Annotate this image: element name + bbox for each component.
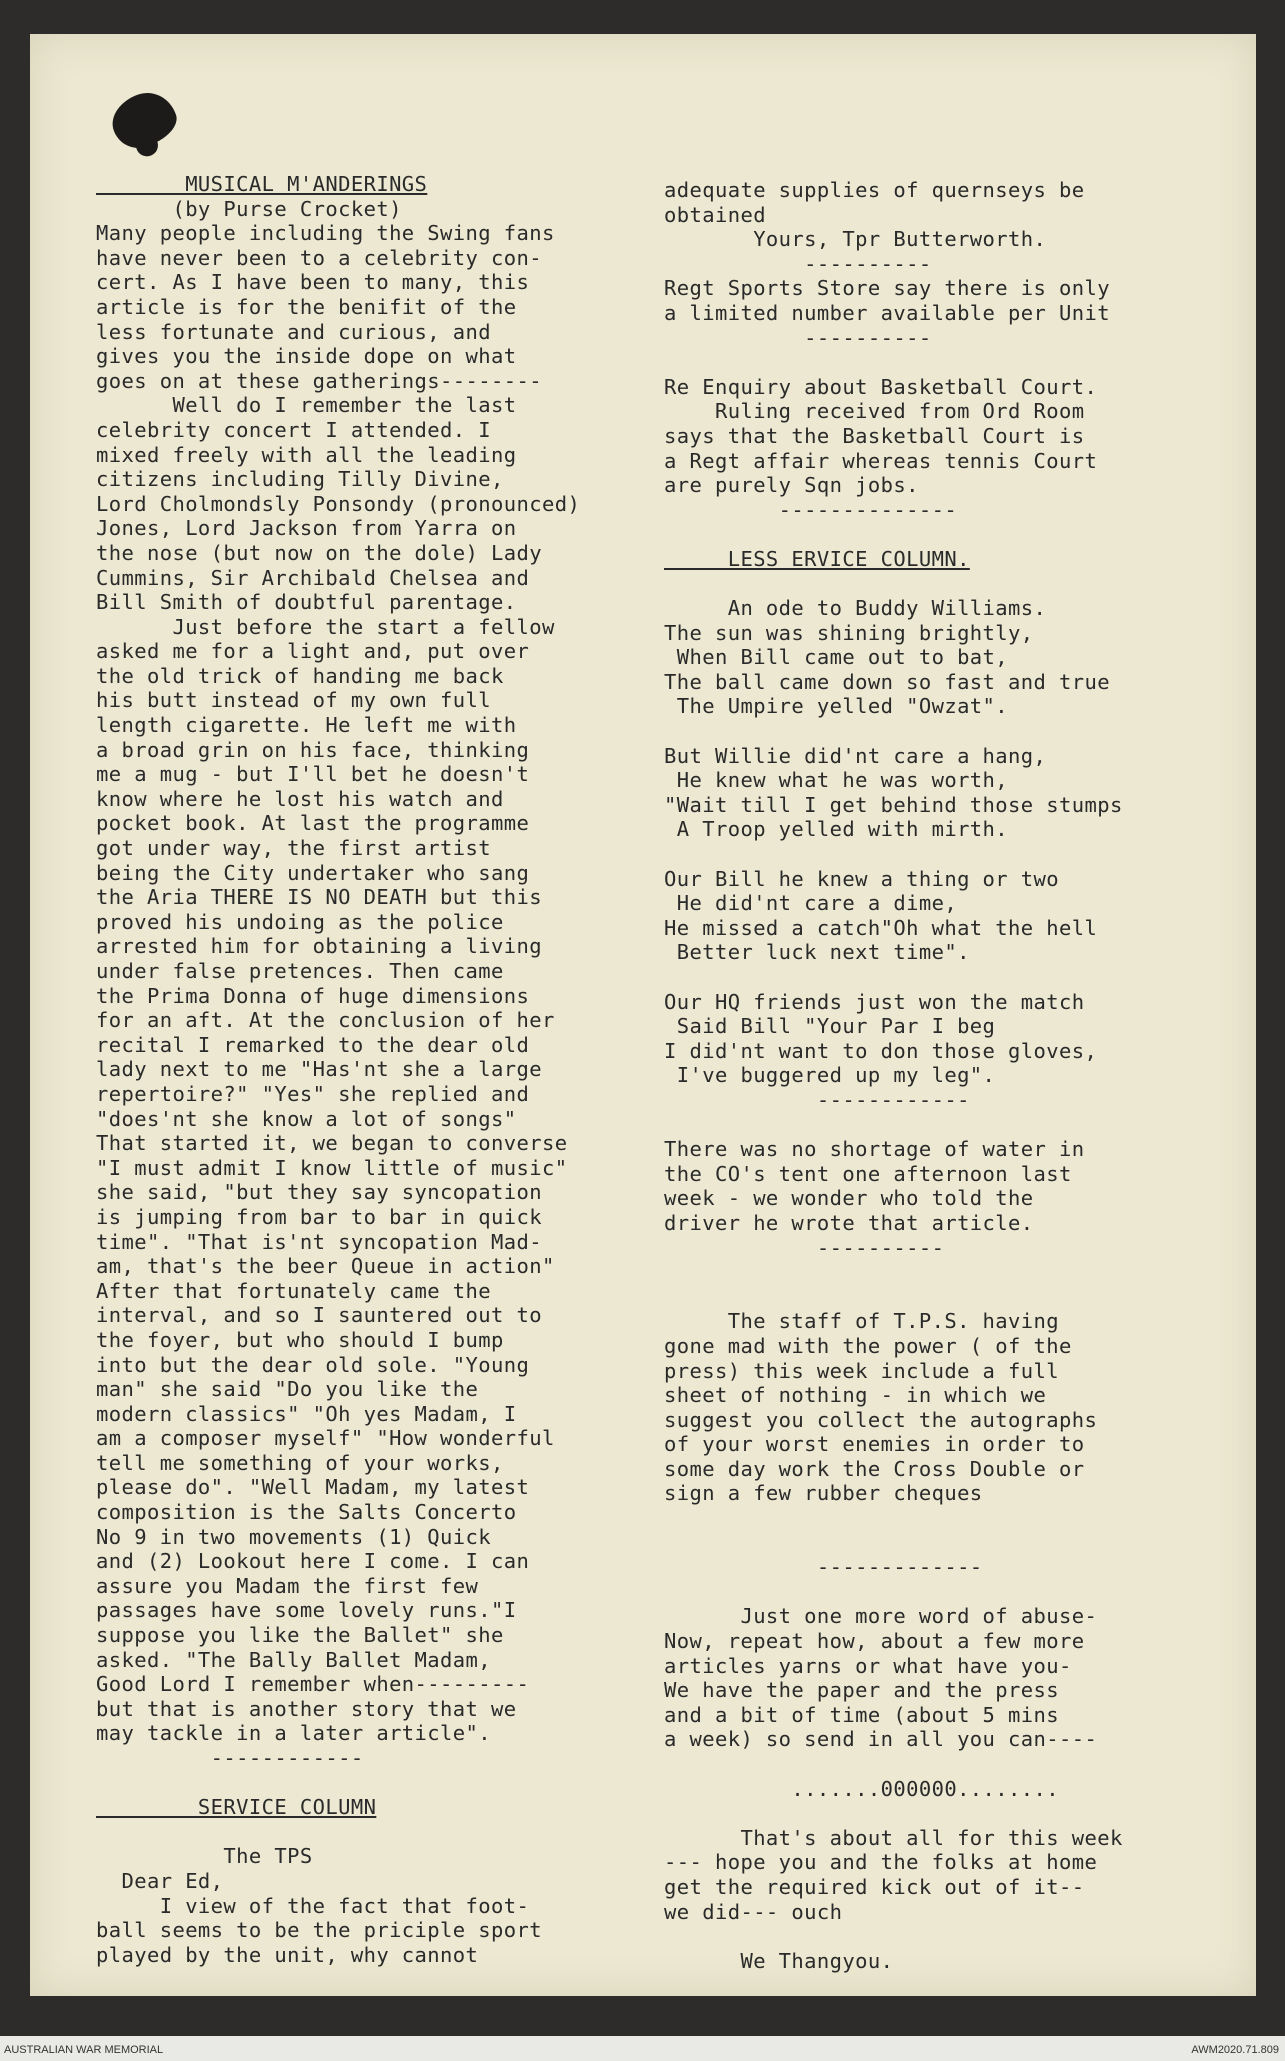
- left-column-line: goes on at these gatherings--------: [96, 368, 542, 393]
- left-column-line: but that is another story that we: [96, 1696, 517, 1721]
- left-column-line: me a mug - but I'll bet he doesn't: [96, 762, 530, 787]
- left-column-line: Many people including the Swing fans: [96, 221, 555, 246]
- left-column-line: she said, "but they say syncopation: [96, 1180, 542, 1205]
- right-column-line: Yours, Tpr Butterworth.: [664, 227, 1047, 252]
- right-column: [664, 178, 1224, 1973]
- right-column-line: The sun was shining brightly,: [664, 620, 1034, 645]
- left-column-line: celebrity concert I attended. I: [96, 417, 492, 442]
- left-column-line: under false pretences. Then came: [96, 959, 504, 983]
- right-column-line: [664, 1113, 1224, 1138]
- left-column-line: am a composer myself" "How wonderful: [96, 1426, 555, 1451]
- left-column-line: passages have some lovely runs."I: [96, 1598, 517, 1623]
- right-column-line: [664, 1531, 1224, 1556]
- left-column-line: The TPS: [96, 1844, 313, 1869]
- right-column-line: get the required kick out of it--: [664, 1874, 1085, 1899]
- right-column-line: Just one more word of abuse-: [664, 1604, 1098, 1629]
- left-column-line: asked. "The Bally Ballet Madam,: [96, 1647, 492, 1672]
- right-column-line: --------------: [664, 497, 958, 522]
- right-column-line: week - we wonder who told the: [664, 1186, 1034, 1211]
- right-column-line: ----------: [664, 325, 932, 350]
- left-column-line: a broad grin on his face, thinking: [96, 737, 530, 762]
- left-column-line: tell me something of your works,: [96, 1450, 504, 1475]
- right-column-line: sign a few rubber cheques: [664, 1481, 983, 1506]
- right-column-line: [664, 522, 1224, 547]
- left-column-line: repertoire?" "Yes" she replied and: [96, 1081, 530, 1106]
- right-column-line: [664, 965, 1224, 990]
- right-column-line: --- hope you and the folks at home: [664, 1850, 1098, 1875]
- right-column-line: and a bit of time (about 5 mins: [664, 1702, 1060, 1727]
- right-column-line: articles yarns or what have you-: [664, 1653, 1072, 1678]
- right-column-line: the CO's tent one afternoon last: [664, 1161, 1072, 1186]
- left-column-line: am, that's the beer Queue in action": [96, 1254, 555, 1279]
- left-column-line: No 9 in two movements (1) Quick: [96, 1524, 492, 1549]
- left-column-line: may tackle in a later article".: [96, 1721, 492, 1746]
- left-column: [96, 172, 656, 1967]
- right-column-line: We Thangyou.: [664, 1948, 894, 1973]
- left-column-line: citizens including Tilly Divine,: [96, 467, 504, 492]
- left-column-line: composition is the Salts Concerto: [96, 1500, 517, 1525]
- left-column-line: That started it, we began to converse: [96, 1131, 568, 1156]
- right-column-line: [664, 572, 1224, 597]
- left-column-line: less fortunate and curious, and: [96, 319, 492, 344]
- right-column-line: The Umpire yelled "Owzat".: [664, 694, 1009, 719]
- right-column-line: Now, repeat how, about a few more: [664, 1629, 1085, 1654]
- left-column-line: Just before the start a fellow: [96, 614, 555, 639]
- right-column-line: Better luck next time".: [664, 940, 970, 965]
- right-column-line: The ball came down so fast and true: [664, 669, 1110, 694]
- left-column-line: the Prima Donna of huge dimensions: [96, 983, 530, 1008]
- left-column-line: Bill Smith of doubtful parentage.: [96, 590, 517, 615]
- right-column-line: He did'nt care a dime,: [664, 891, 958, 916]
- left-column-line: the Aria THERE IS NO DEATH but this: [96, 885, 542, 910]
- left-column-line: know where he lost his watch and: [96, 786, 504, 811]
- left-column-line: played by the unit, why cannot: [96, 1942, 479, 1967]
- right-column-line: adequate supplies of quernseys be: [664, 178, 1085, 202]
- left-column-line: interval, and so I sauntered out to: [96, 1303, 542, 1328]
- right-column-line: gone mad with the power ( of the: [664, 1333, 1072, 1358]
- left-column-line: Good Lord I remember when---------: [96, 1672, 530, 1697]
- right-column-line: Said Bill "Your Par I beg: [664, 1014, 996, 1039]
- right-column-line: ----------: [664, 1235, 945, 1260]
- right-column-line: But Willie did'nt care a hang,: [664, 743, 1047, 768]
- right-column-line: suggest you collect the autographs: [664, 1407, 1098, 1432]
- left-column-line: have never been to a celebrity con-: [96, 245, 542, 270]
- right-column-line: [664, 1752, 1224, 1777]
- right-column-line: [664, 350, 1224, 375]
- left-column-line: I view of the fact that foot-: [96, 1893, 530, 1918]
- left-column-line: modern classics" "Oh yes Madam, I: [96, 1401, 517, 1426]
- right-column-line: [664, 1285, 1224, 1310]
- right-column-line: Re Enquiry about Basketball Court.: [664, 374, 1098, 399]
- right-column-line: The staff of T.P.S. having: [664, 1309, 1060, 1334]
- left-column-line: ball seems to be the priciple sport: [96, 1918, 542, 1943]
- right-column-line: [664, 719, 1224, 744]
- left-column-line: got under way, the first artist: [96, 836, 492, 861]
- left-column-line: assure you Madam the first few: [96, 1573, 479, 1598]
- right-column-line: [664, 842, 1224, 867]
- left-column-line: [96, 1820, 656, 1845]
- right-column-line: I've buggered up my leg".: [664, 1063, 996, 1088]
- left-column-line: cert. As I have been to many, this: [96, 270, 530, 295]
- right-column-line: a limited number available per Unit: [664, 300, 1110, 325]
- right-column-line: He missed a catch"Oh what the hell: [664, 915, 1098, 940]
- right-column-line: -------------: [664, 1555, 983, 1580]
- right-column-line: That's about all for this week: [664, 1825, 1123, 1850]
- right-column-line: An ode to Buddy Williams.: [664, 596, 1047, 621]
- right-column-line: are purely Sqn jobs.: [664, 473, 919, 498]
- right-column-line: Our Bill he knew a thing or two: [664, 866, 1060, 891]
- right-column-line: sheet of nothing - in which we: [664, 1383, 1047, 1408]
- right-column-line: obtained: [664, 202, 766, 227]
- left-column-line: Well do I remember the last: [96, 393, 517, 418]
- right-column-line: A Troop yelled with mirth.: [664, 817, 1009, 842]
- right-column-line: [664, 1580, 1224, 1605]
- right-column-line: of your worst enemies in order to: [664, 1432, 1085, 1457]
- left-column-line: the old trick of handing me back: [96, 663, 504, 688]
- right-column-line: .......000000........: [664, 1776, 1060, 1801]
- left-column-line: being the City undertaker who sang: [96, 860, 530, 885]
- left-column-line: pocket book. At last the programme: [96, 811, 530, 836]
- right-column-line: Our HQ friends just won the match: [664, 989, 1085, 1014]
- right-column-line: There was no shortage of water in: [664, 1137, 1085, 1162]
- right-column-line: a week) so send in all you can----: [664, 1727, 1098, 1752]
- right-column-line: We have the paper and the press: [664, 1678, 1060, 1703]
- left-column-line: SERVICE COLUMN: [96, 1795, 377, 1820]
- footer-reference: AWM2020.71.809: [1191, 2044, 1279, 2056]
- right-column-line: a Regt affair whereas tennis Court: [664, 448, 1098, 473]
- left-column-line: ------------: [96, 1746, 364, 1770]
- left-column-line: [96, 1771, 656, 1796]
- right-column-line: "Wait till I get behind those stumps: [664, 792, 1123, 817]
- left-column-line: please do". "Well Madam, my latest: [96, 1475, 530, 1500]
- right-column-line: I did'nt want to don those gloves,: [664, 1038, 1098, 1063]
- left-column-line: asked me for a light and, put over: [96, 639, 530, 664]
- left-column-line: proved his undoing as the police: [96, 909, 504, 934]
- left-column-line: Dear Ed,: [96, 1868, 224, 1893]
- right-column-line: LESS ERVICE COLUMN.: [664, 546, 970, 571]
- left-column-line: length cigarette. He left me with: [96, 713, 517, 738]
- right-column-line: [664, 1260, 1224, 1285]
- left-column-line: After that fortunately came the: [96, 1278, 492, 1303]
- left-column-line: into but the dear old sole. "Young: [96, 1352, 530, 1377]
- right-column-line: Ruling received from Ord Room: [664, 399, 1085, 424]
- right-column-line: some day work the Cross Double or: [664, 1456, 1085, 1481]
- left-column-line: recital I remarked to the dear old: [96, 1032, 530, 1057]
- left-column-line: the foyer, but who should I bump: [96, 1327, 504, 1352]
- left-column-line: Jones, Lord Jackson from Yarra on: [96, 516, 517, 541]
- right-column-line: He knew what he was worth,: [664, 768, 1009, 793]
- footer-institution: AUSTRALIAN WAR MEMORIAL: [4, 2044, 164, 2056]
- right-column-line: says that the Basketball Court is: [664, 423, 1085, 448]
- left-column-line: and (2) Lookout here I come. I can: [96, 1549, 530, 1574]
- left-column-line: man" she said "Do you like the: [96, 1377, 479, 1402]
- right-column-line: [664, 1924, 1224, 1949]
- right-column-line: Regt Sports Store say there is only: [664, 276, 1110, 301]
- right-column-line: ----------: [664, 251, 932, 276]
- left-column-line: time". "That is'nt syncopation Mad-: [96, 1229, 542, 1254]
- left-column-line: mixed freely with all the leading: [96, 442, 517, 467]
- left-column-line: suppose you like the Ballet" she: [96, 1623, 504, 1648]
- left-column-line: his butt instead of my own full: [96, 688, 492, 713]
- left-column-line: arrested him for obtaining a living: [96, 934, 542, 959]
- left-column-line: (by Purse Crocket): [96, 196, 402, 221]
- left-column-line: article is for the benifit of the: [96, 294, 517, 319]
- right-column-line: we did--- ouch: [664, 1899, 843, 1924]
- right-column-line: When Bill came out to bat,: [664, 645, 1009, 670]
- left-column-line: is jumping from bar to bar in quick: [96, 1204, 542, 1229]
- left-column-line: the nose (but now on the dole) Lady: [96, 540, 542, 565]
- right-column-line: press) this week include a full: [664, 1358, 1060, 1383]
- left-column-line: "does'nt she know a lot of songs": [96, 1106, 517, 1131]
- left-column-line: for an aft. At the conclusion of her: [96, 1008, 555, 1033]
- left-column-line: lady next to me "Has'nt she a large: [96, 1057, 542, 1082]
- right-column-line: ------------: [664, 1087, 970, 1112]
- left-column-line: Cummins, Sir Archibald Chelsea and: [96, 565, 530, 590]
- right-column-line: driver he wrote that article.: [664, 1210, 1034, 1235]
- left-column-line: MUSICAL M'ANDERINGS: [96, 172, 428, 196]
- right-column-line: [664, 1801, 1224, 1826]
- left-column-line: Lord Cholmondsly Ponsondy (pronounced): [96, 491, 581, 516]
- right-column-line: [664, 1506, 1224, 1531]
- left-column-line: "I must admit I know little of music": [96, 1155, 568, 1180]
- left-column-line: gives you the inside dope on what: [96, 344, 517, 369]
